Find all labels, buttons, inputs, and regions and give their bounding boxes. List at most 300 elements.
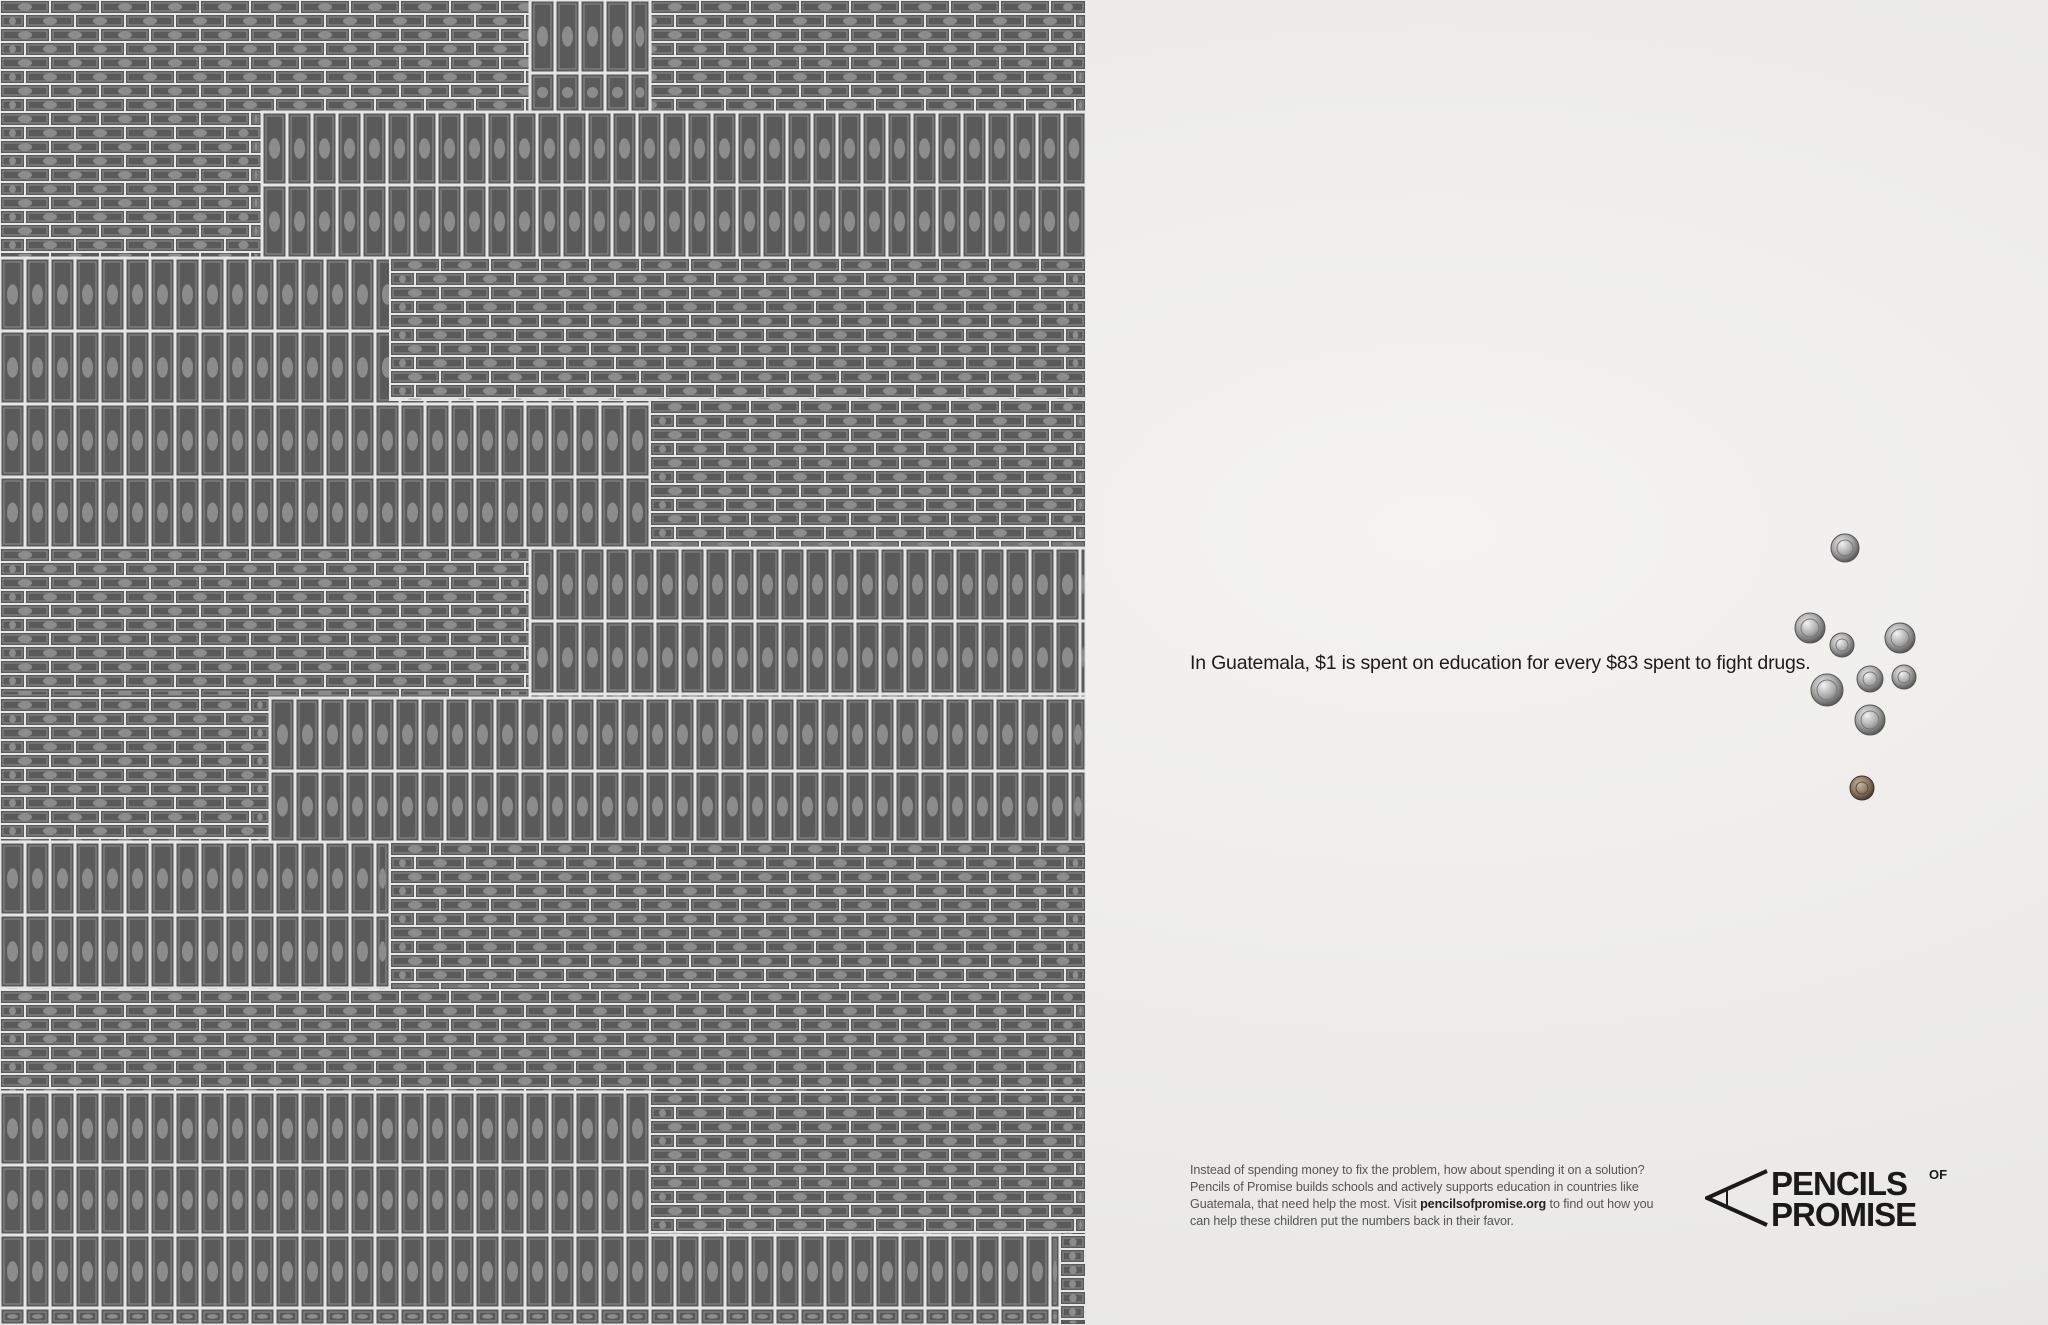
dollar-bill xyxy=(1015,384,1065,398)
dollar-bill xyxy=(600,1308,625,1325)
dollar-bill xyxy=(650,400,700,414)
dollar-bill xyxy=(740,258,790,272)
dollar-bill xyxy=(325,404,350,477)
dollar-bill xyxy=(565,884,615,898)
dollar-bill xyxy=(1040,954,1086,968)
dollar-bill xyxy=(755,621,780,694)
dollar-bill xyxy=(350,56,400,70)
dollar-bill xyxy=(850,1092,900,1106)
dollar-bill xyxy=(375,646,425,660)
dollar-bill xyxy=(225,562,275,576)
dollar-bill xyxy=(915,940,965,954)
dollar-bill xyxy=(675,1004,725,1018)
dollar-bill xyxy=(965,856,1015,870)
dollar-bill xyxy=(990,926,1040,940)
dollar-bill xyxy=(300,1092,325,1165)
dollar-bill xyxy=(275,842,300,915)
dollar-bill xyxy=(530,0,555,73)
dollar-bill xyxy=(1050,1092,1086,1106)
dollar-bill xyxy=(440,898,490,912)
dollar-bill xyxy=(940,898,990,912)
dollar-bill xyxy=(950,1176,1000,1190)
dollar-bill xyxy=(500,990,550,1004)
dollar-bill xyxy=(25,1004,75,1018)
dollar-bill xyxy=(1065,272,1086,286)
dollar-bill xyxy=(625,404,650,477)
dollar-bill xyxy=(820,698,845,771)
dollar-bill xyxy=(415,328,465,342)
dollar-bill xyxy=(965,968,1015,982)
dollar-bill xyxy=(300,915,325,988)
dollar-bill xyxy=(390,926,440,940)
dollar-bill xyxy=(550,1046,600,1060)
dollar-bill xyxy=(950,1046,1000,1060)
dollar-bill xyxy=(1025,1218,1075,1232)
dollar-bill xyxy=(690,314,740,328)
dollar-bill xyxy=(900,1018,950,1032)
dollar-bill xyxy=(400,632,450,646)
dollar-bill xyxy=(287,185,312,258)
dollar-bill xyxy=(865,940,915,954)
dollar-bill xyxy=(990,370,1040,384)
dollar-bill xyxy=(400,604,450,618)
dollar-bill xyxy=(350,1074,400,1088)
dollar-bill xyxy=(875,1190,925,1204)
dollar-bill xyxy=(200,28,250,42)
dollar-bill xyxy=(50,660,100,674)
dollar-bill xyxy=(700,428,750,442)
dollar-bill xyxy=(637,185,662,258)
dollar-bill xyxy=(725,70,775,84)
dollar-bill xyxy=(100,112,150,126)
dollar-bill xyxy=(50,1074,100,1088)
dollar-bill xyxy=(890,870,940,884)
dollar-bill xyxy=(450,0,500,14)
dollar-bill xyxy=(150,140,200,154)
dollar-bill xyxy=(125,14,175,28)
dollar-bill xyxy=(640,926,690,940)
dollar-bill xyxy=(890,898,940,912)
dollar-bill xyxy=(875,1162,925,1176)
dollar-bill xyxy=(495,698,520,771)
dollar-bill xyxy=(150,782,200,796)
dollar-bill xyxy=(25,646,75,660)
dollar-bill xyxy=(0,98,25,112)
dollar-bill xyxy=(965,884,1015,898)
dollar-bill xyxy=(25,182,75,196)
dollar-bill xyxy=(1065,968,1086,982)
dollar-bill xyxy=(705,548,730,621)
dollar-bill xyxy=(605,0,630,73)
dollar-bill xyxy=(225,674,275,688)
dollar-bill xyxy=(950,428,1000,442)
dollar-bill xyxy=(250,112,262,126)
dollar-bill xyxy=(990,842,1040,856)
dollar-bill xyxy=(720,698,745,771)
dollar-bill xyxy=(715,968,765,982)
dollar-bill xyxy=(175,154,225,168)
dollar-bill xyxy=(450,990,500,1004)
dollar-bill xyxy=(200,84,250,98)
dollar-bill xyxy=(850,56,900,70)
dollar-bill xyxy=(1025,1308,1050,1325)
dollar-bill xyxy=(850,28,900,42)
dollar-bill xyxy=(565,940,615,954)
dollar-bill xyxy=(675,498,725,512)
dollar-bill xyxy=(615,300,665,314)
dollar-bill xyxy=(1025,1060,1075,1074)
dollar-bill xyxy=(337,185,362,258)
dollar-bill xyxy=(912,185,937,258)
dollar-bill xyxy=(375,98,425,112)
dollar-bill xyxy=(0,70,25,84)
dollar-bill xyxy=(1075,98,1086,112)
dollar-bill xyxy=(275,70,325,84)
dollar-bill xyxy=(640,982,690,990)
dollar-bill xyxy=(675,526,725,540)
dollar-bill xyxy=(465,384,515,398)
dollar-bill xyxy=(125,238,175,252)
dollar-bill xyxy=(1075,470,1086,484)
dollar-bill xyxy=(50,604,100,618)
dollar-bill xyxy=(850,1308,875,1325)
dollar-bill xyxy=(1050,990,1086,1004)
dollar-bill xyxy=(175,674,225,688)
dollar-bill xyxy=(0,618,25,632)
dollar-bill xyxy=(990,342,1040,356)
dollar-bill xyxy=(775,1106,825,1120)
dollar-bill xyxy=(825,1235,850,1308)
dollar-bill xyxy=(150,1235,175,1308)
dollar-bill xyxy=(790,286,840,300)
dollar-bill xyxy=(775,498,825,512)
dollar-bill xyxy=(520,698,545,771)
dollar-bill xyxy=(390,870,440,884)
dollar-bill xyxy=(250,726,270,740)
dollar-bill xyxy=(250,140,262,154)
dollar-bill xyxy=(615,884,665,898)
dollar-bill xyxy=(1070,698,1086,771)
dollar-bill xyxy=(775,1308,800,1325)
dollar-bill xyxy=(965,300,1015,314)
dollar-bill xyxy=(390,842,440,856)
dollar-bill xyxy=(950,400,1000,414)
dollar-bill xyxy=(1025,98,1075,112)
dollar-bill xyxy=(1050,484,1086,498)
dollar-bill xyxy=(390,982,440,990)
dollar-bill xyxy=(400,1074,450,1088)
website-link[interactable]: pencilsofpromise.org xyxy=(1420,1197,1547,1211)
dollar-bill xyxy=(1075,1190,1086,1204)
dollar-bill xyxy=(920,771,945,842)
dollar-bill xyxy=(350,28,400,42)
dollar-bill xyxy=(25,477,50,548)
dollar-bill xyxy=(75,42,125,56)
dollar-bill xyxy=(675,1060,725,1074)
dollar-bill xyxy=(700,484,750,498)
dollar-bill xyxy=(970,771,995,842)
dollar-bill xyxy=(850,1204,900,1218)
dollar-bill xyxy=(275,477,300,548)
dollar-bill xyxy=(75,126,125,140)
dollar-bill xyxy=(825,1004,875,1018)
dollar-bill xyxy=(850,428,900,442)
dollar-bill xyxy=(940,954,990,968)
dollar-bill xyxy=(1060,1319,1086,1325)
dollar-bill xyxy=(490,926,540,940)
dollar-bill xyxy=(765,884,815,898)
dollar-bill xyxy=(475,618,525,632)
dollar-bill xyxy=(325,1308,350,1325)
dollar-bill xyxy=(790,314,840,328)
dollar-bill xyxy=(150,754,200,768)
dollar-bill xyxy=(530,73,555,112)
dollar-bill xyxy=(350,990,400,1004)
dollar-bill xyxy=(25,70,75,84)
dollar-bill xyxy=(490,842,540,856)
dollar-bill xyxy=(250,1235,275,1308)
dollar-bill xyxy=(1060,1291,1086,1305)
dollar-bill xyxy=(100,258,125,331)
dollar-bill xyxy=(300,84,350,98)
dollar-bill xyxy=(765,968,815,982)
dollar-bill xyxy=(300,1018,350,1032)
dollar-bill xyxy=(175,740,225,754)
dollar-bill xyxy=(1065,856,1086,870)
dollar-bill xyxy=(325,331,350,404)
dollar-bill xyxy=(490,258,540,272)
dollar-bill xyxy=(740,870,790,884)
dollar-bill xyxy=(50,688,100,698)
dollar-bill xyxy=(50,1018,100,1032)
dollar-bill xyxy=(765,912,815,926)
dollar-bill xyxy=(320,771,345,842)
dollar-bill xyxy=(275,404,300,477)
dollar-bill xyxy=(1065,884,1086,898)
dollar-bill xyxy=(0,126,25,140)
dollar-bill xyxy=(475,1060,525,1074)
dollar-bill xyxy=(100,1046,150,1060)
dollar-bill xyxy=(1075,1134,1086,1148)
dollar-bill xyxy=(625,1092,650,1165)
dollar-bill xyxy=(450,660,500,674)
dollar-bill xyxy=(870,771,895,842)
dollar-bill xyxy=(100,84,150,98)
dollar-bill xyxy=(100,331,125,404)
dollar-bill xyxy=(350,548,400,562)
dollar-bill xyxy=(1060,1277,1085,1291)
dollar-bill xyxy=(175,1060,225,1074)
dollar-bill xyxy=(600,477,625,548)
dollar-bill xyxy=(225,182,262,196)
dollar-bill xyxy=(350,1046,400,1060)
dollar-bill xyxy=(0,1235,25,1308)
dollar-bill xyxy=(50,84,100,98)
dollar-bill xyxy=(850,512,900,526)
dollar-bill xyxy=(225,796,270,810)
dollar-bill xyxy=(370,698,395,771)
dollar-bill xyxy=(700,1120,750,1134)
dollar-bill xyxy=(640,870,690,884)
dollar-bill xyxy=(125,1308,150,1325)
dollar-bill xyxy=(50,782,100,796)
dollar-bill xyxy=(550,990,600,1004)
dollar-bill xyxy=(540,398,590,400)
dollar-bill xyxy=(555,73,580,112)
dollar-bill xyxy=(675,1308,700,1325)
dollar-bill xyxy=(615,856,665,870)
dollar-bill xyxy=(450,84,500,98)
dollar-bill xyxy=(815,272,865,286)
dollar-bill xyxy=(0,1032,25,1046)
dollar-bill xyxy=(0,754,50,768)
dollar-bill xyxy=(675,1162,725,1176)
dollar-bill xyxy=(1005,548,1030,621)
dollar-bill xyxy=(375,404,400,477)
dollar-bill xyxy=(775,98,825,112)
dollar-bill xyxy=(375,915,390,988)
dollar-bill xyxy=(740,898,790,912)
dollar-bill xyxy=(900,84,950,98)
dollar-bill xyxy=(425,14,475,28)
dollar-bill xyxy=(450,1018,500,1032)
dollar-bill xyxy=(495,771,520,842)
dollar-bill xyxy=(465,356,515,370)
dollar-bill xyxy=(390,898,440,912)
dollar-bill xyxy=(0,740,25,754)
dollar-bill xyxy=(640,286,690,300)
dollar-bill xyxy=(950,0,1000,14)
dollar-bill xyxy=(225,98,275,112)
dollar-bill xyxy=(515,856,565,870)
dollar-bill xyxy=(915,384,965,398)
dollar-bill xyxy=(1060,1249,1085,1263)
dollar-bill xyxy=(250,548,300,562)
dollar-bill xyxy=(175,258,200,331)
dollar-bill xyxy=(0,112,50,126)
dollar-bill xyxy=(350,842,375,915)
dollar-bill xyxy=(100,632,150,646)
dollar-bill xyxy=(0,258,25,331)
dollar-bill xyxy=(680,548,705,621)
dollar-bill xyxy=(1050,428,1086,442)
dollar-bill xyxy=(350,1165,375,1235)
dollar-bill xyxy=(800,84,850,98)
dollar-bill xyxy=(325,674,375,688)
dollar-bill xyxy=(0,646,25,660)
dollar-bill xyxy=(0,660,50,674)
dollar-bill xyxy=(487,185,512,258)
dollar-bill xyxy=(875,1060,925,1074)
dollar-bill xyxy=(175,70,225,84)
dollar-bill xyxy=(665,272,715,286)
dollar-bill xyxy=(470,698,495,771)
dollar-bill xyxy=(865,856,915,870)
dollar-bill xyxy=(775,470,825,484)
dollar-bill xyxy=(812,112,837,185)
dollar-bill xyxy=(250,1165,275,1235)
dollar-bill xyxy=(75,674,125,688)
dollar-bill xyxy=(1000,1018,1050,1032)
dollar-bill xyxy=(300,0,350,14)
dollar-bill xyxy=(50,576,100,590)
dollar-bill xyxy=(1050,400,1086,414)
dollar-bill xyxy=(575,1060,625,1074)
dollar-bill xyxy=(100,56,150,70)
dollar-bill xyxy=(500,1018,550,1032)
dollar-bill xyxy=(1050,1120,1086,1134)
dollar-bill xyxy=(815,856,865,870)
dollar-bill xyxy=(940,314,990,328)
dollar-bill xyxy=(940,982,990,990)
dollar-bill xyxy=(512,185,537,258)
dollar-bill xyxy=(25,1165,50,1235)
dollar-bill xyxy=(645,698,670,771)
dollar-bill xyxy=(200,576,250,590)
dollar-bill xyxy=(630,0,650,73)
dollar-bill xyxy=(275,1032,325,1046)
dollar-bill xyxy=(25,1308,50,1325)
dollar-bill xyxy=(250,1046,300,1060)
dollar-bill xyxy=(150,0,200,14)
dollar-bill xyxy=(940,870,990,884)
dollar-bill xyxy=(490,870,540,884)
dollar-bill xyxy=(840,370,890,384)
dollar-bill xyxy=(225,154,262,168)
body-copy-line: can help these children put the numbers back in their favor. xyxy=(1190,1214,1514,1228)
dollar-bill xyxy=(1015,272,1065,286)
dollar-bill xyxy=(250,0,300,14)
dollar-bill xyxy=(925,42,975,56)
dollar-bill xyxy=(580,0,605,73)
dollar-bill xyxy=(300,258,325,331)
dollar-bill xyxy=(125,824,175,838)
dollar-bill xyxy=(375,674,425,688)
dollar-bill xyxy=(75,1092,100,1165)
dollar-bill xyxy=(420,698,445,771)
dollar-bill xyxy=(350,84,400,98)
dollar-bill xyxy=(925,1190,975,1204)
dollar-bill xyxy=(550,1165,575,1235)
dollar-bill xyxy=(1040,842,1086,856)
dollar-bill xyxy=(625,477,650,548)
dollar-bill xyxy=(0,698,50,712)
dollar-bill xyxy=(125,712,175,726)
dollar-bill xyxy=(1000,56,1050,70)
dollar-bill xyxy=(975,414,1025,428)
dollar-bill xyxy=(1075,1032,1086,1046)
dollar-bill xyxy=(700,1074,750,1088)
dollar-bill xyxy=(225,590,275,604)
dollar-bill xyxy=(625,1032,675,1046)
dollar-bill xyxy=(100,196,150,210)
dollar-bill xyxy=(445,698,470,771)
dollar-bill xyxy=(800,1092,850,1106)
dollar-bill xyxy=(740,314,790,328)
dollar-bill xyxy=(965,272,1015,286)
dollar-bill xyxy=(415,912,465,926)
dollar-bill xyxy=(1000,456,1050,470)
dollar-bill xyxy=(975,1060,1025,1074)
dollar-bill xyxy=(375,1308,400,1325)
dollar-bill xyxy=(25,796,75,810)
dollar-bill xyxy=(1040,314,1086,328)
dollar-bill xyxy=(595,771,620,842)
dollar-bill xyxy=(350,1092,375,1165)
dollar-bill xyxy=(650,1176,700,1190)
dollar-bill xyxy=(800,1046,850,1060)
dollar-bill xyxy=(515,356,565,370)
